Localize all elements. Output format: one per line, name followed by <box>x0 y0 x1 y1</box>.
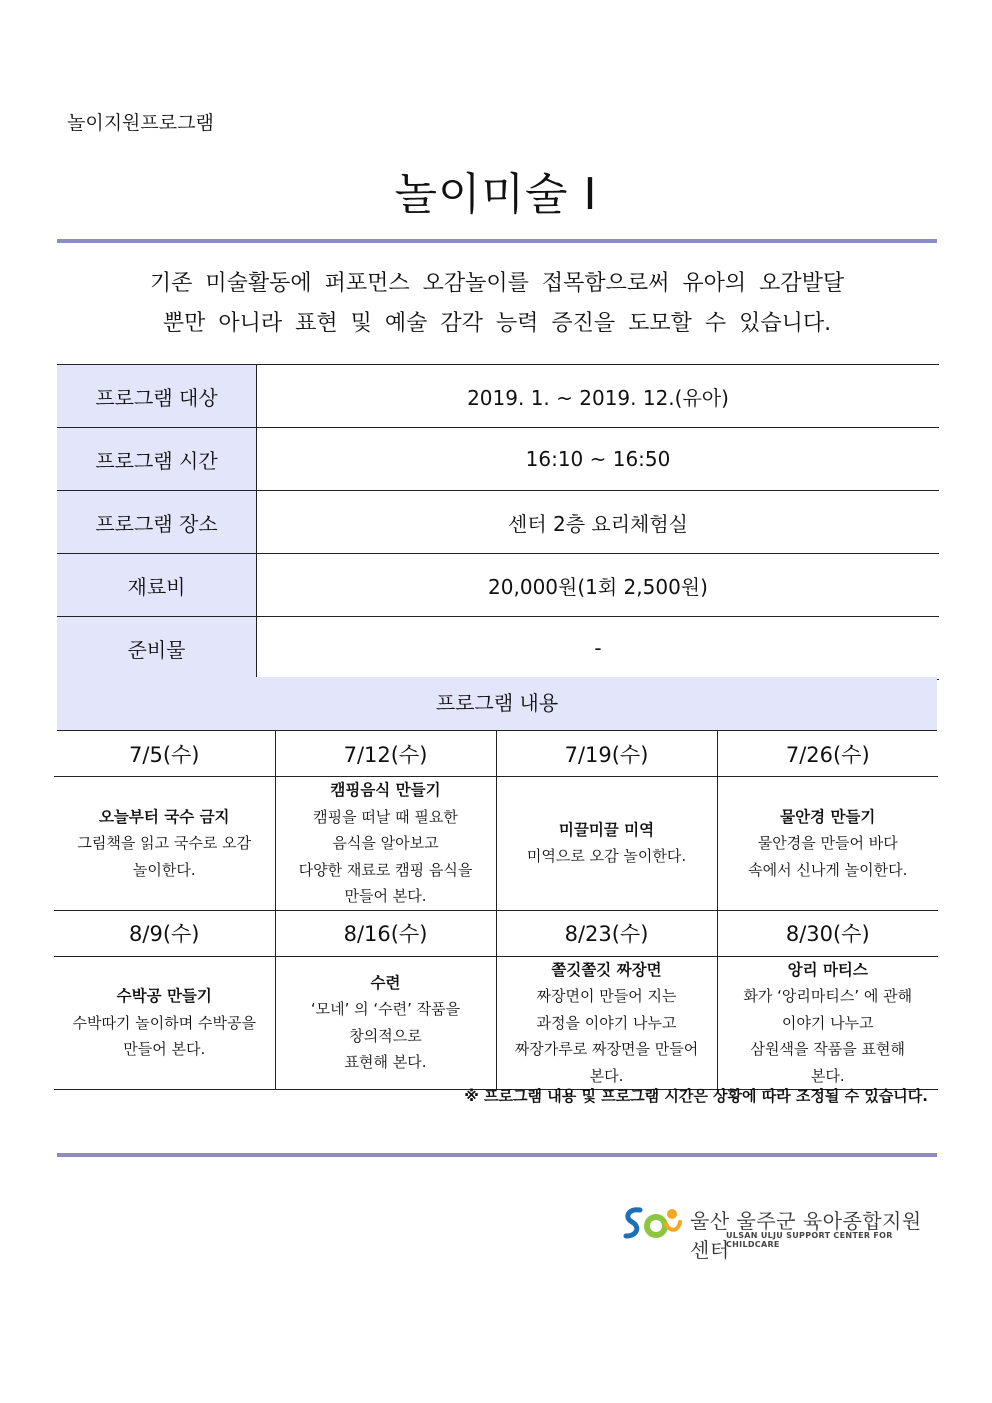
week-date: 8/30(수) <box>717 910 938 956</box>
activity-desc: 물안경을 만들어 바다 속에서 신나게 놀이한다. <box>748 834 908 879</box>
activity-cell <box>275 956 496 1090</box>
week-date: 8/23(수) <box>496 910 717 956</box>
week-date: 7/19(수) <box>496 731 717 777</box>
activity-desc: 짜장면이 만들어 지는 과정을 이야기 나누고 짜장가루로 짜장면을 만들어 본다. <box>514 987 699 1085</box>
activity-cell <box>717 777 938 911</box>
activity-title: 쫄깃쫄깃 짜장면 <box>551 960 662 979</box>
program-info-table <box>57 364 939 680</box>
activity-desc: 미역으로 오감 놀이한다. <box>526 847 687 866</box>
activity-cell <box>717 956 938 1090</box>
date-row <box>54 910 938 956</box>
info-label: 재료비 <box>57 554 257 617</box>
top-divider <box>57 239 937 243</box>
info-label: 준비물 <box>57 617 257 680</box>
intro-line-1: 기존 미술활동에 퍼포먼스 오감놀이를 접목함으로써 유아의 오감발달 <box>149 271 845 296</box>
week-date: 7/26(수) <box>717 731 938 777</box>
activity-title: 수박공 만들기 <box>116 987 212 1005</box>
info-value: 2019. 1. ~ 2019. 12.(유아) <box>257 365 940 428</box>
center-name: 울산 울주군 육아종합지원센터 <box>690 1209 922 1262</box>
info-value: 센터 2층 요리체험실 <box>257 491 940 554</box>
program-category: 놀이지원프로그램 <box>67 112 214 134</box>
week-date: 8/16(수) <box>275 910 496 956</box>
bottom-divider <box>57 1153 937 1157</box>
intro-line-2: 뿐만 아니라 표현 및 예술 감각 능력 증진을 도모할 수 있습니다. <box>162 311 832 336</box>
activity-cell <box>275 777 496 911</box>
info-row-target <box>57 365 939 428</box>
activity-desc: 수박따기 놀이하며 수박공을 만들어 본다. <box>72 1013 256 1058</box>
date-row <box>54 731 938 777</box>
activity-title: 물안경 만들기 <box>780 807 876 826</box>
info-value: 16:10 ~ 16:50 <box>257 428 940 491</box>
activity-title: 캠핑음식 만들기 <box>330 781 441 799</box>
week-date: 8/9(수) <box>54 910 275 956</box>
activity-cell <box>496 956 717 1090</box>
activity-title: 앙리 마티스 <box>787 960 868 979</box>
info-value: - <box>257 617 940 680</box>
info-row-fee <box>57 554 939 617</box>
info-row-place <box>57 491 939 554</box>
schedule-note: ※ 프로그램 내용 및 프로그램 시간은 상황에 따라 조정될 수 있습니다. <box>464 1087 928 1105</box>
info-value: 20,000원(1회 2,500원) <box>257 554 940 617</box>
info-label: 프로그램 시간 <box>57 428 257 491</box>
activity-row <box>54 777 938 911</box>
activity-title: 오늘부터 국수 금지 <box>98 807 230 826</box>
activity-title: 수련 <box>370 973 401 992</box>
week-date: 7/12(수) <box>275 731 496 777</box>
info-label: 프로그램 대상 <box>57 365 257 428</box>
activity-desc: 캠핑을 떠날 때 필요한 음식을 알아보고 다양한 재료로 캠핑 음식을 만들어 본다. <box>298 807 473 905</box>
activity-row <box>54 956 938 1090</box>
contents-heading: 프로그램 내용 <box>57 677 937 731</box>
info-row-supplies <box>57 617 939 680</box>
activity-cell <box>54 777 275 911</box>
info-label: 프로그램 장소 <box>57 491 257 554</box>
activity-desc: 화가 ‘앙리마티스’ 에 관해 이야기 나누고 삼원색을 작품을 표현해 본다. <box>743 987 913 1085</box>
center-logo-icon <box>620 1202 684 1246</box>
center-logo <box>620 1202 925 1262</box>
week-date: 7/5(수) <box>54 731 275 777</box>
activity-desc: 그림책을 읽고 국수로 오감 놀이한다. <box>77 834 252 879</box>
schedule-table <box>54 731 938 1090</box>
intro-text <box>57 264 937 344</box>
activity-cell <box>54 956 275 1090</box>
page-title: 놀이미술 I <box>394 169 598 220</box>
info-row-time <box>57 428 939 491</box>
center-english-name: ULSAN ULJU SUPPORT CENTER FOR CHILDCARE <box>726 1231 893 1249</box>
activity-title: 미끌미끌 미역 <box>558 820 655 839</box>
activity-desc: ‘모네’ 의 ‘수련’ 작품을 창의적으로 표현해 본다. <box>310 1000 461 1072</box>
activity-cell <box>496 777 717 911</box>
